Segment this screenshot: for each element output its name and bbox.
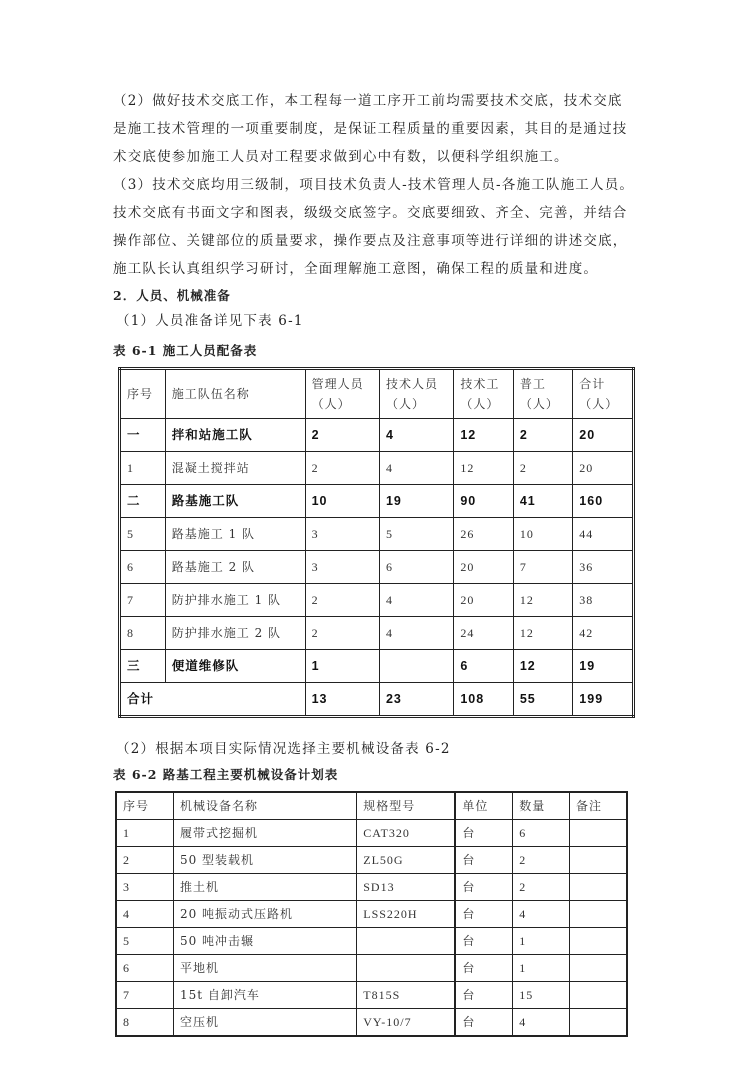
table-group-row	[120, 650, 634, 683]
paragraph-line: 技术交底有书面文字和图表，级级交底签字。交底要细致、齐全、完善，并结合	[113, 205, 628, 221]
team-name: 路基施工 2 队	[165, 551, 305, 584]
cell-value: 12	[513, 650, 572, 683]
unit: 台	[455, 847, 512, 874]
total-label: 合计	[120, 683, 306, 717]
model-number: T815S	[357, 982, 456, 1009]
header-label: 技术人员	[385, 377, 438, 391]
header-unit: （人）	[385, 397, 425, 411]
header-unit: （人）	[460, 397, 500, 411]
quantity: 4	[513, 901, 570, 928]
cell-value: 10	[513, 518, 572, 551]
table-row	[120, 551, 634, 584]
header-cell: 序号	[120, 369, 166, 419]
quantity: 2	[513, 874, 570, 901]
header-cell: 单位	[455, 792, 512, 820]
cell-value: 20	[454, 551, 513, 584]
header-cell: 规格型号	[357, 792, 456, 820]
cell-value: 160	[573, 485, 634, 518]
quantity: 1	[513, 955, 570, 982]
row-index: 6	[116, 955, 173, 982]
row-index: 2	[116, 847, 173, 874]
row-index: 8	[120, 617, 166, 650]
remarks	[570, 955, 627, 982]
cell-value: 20	[573, 419, 634, 452]
equipment-name: 20 吨振动式压路机	[173, 901, 356, 928]
team-name: 便道维修队	[165, 650, 305, 683]
row-index: 二	[120, 485, 166, 518]
header-cell	[379, 369, 453, 419]
row-index: 7	[116, 982, 173, 1009]
table-row	[116, 955, 627, 982]
quantity: 4	[513, 1009, 570, 1037]
header-cell	[454, 369, 513, 419]
remarks	[570, 901, 627, 928]
header-unit: （人）	[311, 397, 351, 411]
section-heading: 2．人员、机械准备	[113, 288, 231, 303]
table1-caption: 表 6-1 施工人员配备表	[113, 343, 258, 358]
personnel-table	[118, 367, 635, 718]
table-row	[120, 617, 634, 650]
unit: 台	[455, 820, 512, 847]
cell-value: 44	[573, 518, 634, 551]
table2-caption: 表 6-2 路基工程主要机械设备计划表	[113, 767, 339, 782]
model-number: LSS220H	[357, 901, 456, 928]
unit: 台	[455, 901, 512, 928]
table-row	[120, 518, 634, 551]
table-group-row	[120, 419, 634, 452]
cell-value: 36	[573, 551, 634, 584]
cell-value: 24	[454, 617, 513, 650]
intro-text-2: （2）根据本项目实际情况选择主要机械设备表 6-2	[116, 741, 451, 757]
header-cell	[573, 369, 634, 419]
remarks	[570, 847, 627, 874]
equipment-name: 15t 自卸汽车	[173, 982, 356, 1009]
paragraph-line: 术交底使参加施工人员对工程要求做到心中有数，以便科学组织施工。	[113, 149, 569, 165]
table-row	[120, 584, 634, 617]
row-index: 1	[120, 452, 166, 485]
unit: 台	[455, 955, 512, 982]
header-label: 合计	[579, 377, 606, 391]
cell-value: 6	[379, 551, 453, 584]
total-cell: 199	[573, 683, 634, 717]
cell-value: 12	[454, 452, 513, 485]
row-index: 7	[120, 584, 166, 617]
paragraph-technical-briefing	[113, 87, 653, 171]
cell-value	[379, 650, 453, 683]
cell-value: 41	[513, 485, 572, 518]
table-header-row	[120, 369, 634, 419]
cell-value: 2	[305, 452, 379, 485]
team-name: 混凝土搅拌站	[165, 452, 305, 485]
table-row	[116, 820, 627, 847]
cell-value: 12	[454, 419, 513, 452]
equipment-name: 平地机	[173, 955, 356, 982]
row-index: 5	[120, 518, 166, 551]
cell-value: 3	[305, 551, 379, 584]
table-row	[116, 928, 627, 955]
table-group-row	[120, 485, 634, 518]
paragraph-line: 操作部位、关键部位的质量要求，操作要点及注意事项等进行详细的讲述交底，	[113, 233, 628, 249]
row-index: 3	[116, 874, 173, 901]
cell-value: 2	[513, 452, 572, 485]
header-unit: （人）	[579, 397, 619, 411]
cell-value: 20	[573, 452, 634, 485]
row-index: 8	[116, 1009, 173, 1037]
model-number: CAT320	[357, 820, 456, 847]
model-number	[357, 928, 456, 955]
total-cell: 55	[513, 683, 572, 717]
unit: 台	[455, 982, 512, 1009]
table-row	[116, 874, 627, 901]
header-cell: 序号	[116, 792, 173, 820]
cell-value: 3	[305, 518, 379, 551]
header-cell: 施工队伍名称	[165, 369, 305, 419]
cell-value: 20	[454, 584, 513, 617]
quantity: 2	[513, 847, 570, 874]
header-cell	[513, 369, 572, 419]
header-unit: （人）	[519, 397, 559, 411]
quantity: 6	[513, 820, 570, 847]
remarks	[570, 928, 627, 955]
remarks	[570, 982, 627, 1009]
paragraph-three-level-briefing	[113, 171, 653, 283]
model-number: ZL50G	[357, 847, 456, 874]
header-cell: 备注	[570, 792, 627, 820]
equipment-name: 履带式挖掘机	[173, 820, 356, 847]
header-label: 普工	[519, 377, 546, 391]
total-cell: 13	[305, 683, 379, 717]
cell-value: 19	[379, 485, 453, 518]
cell-value: 90	[454, 485, 513, 518]
remarks	[570, 820, 627, 847]
total-cell: 108	[454, 683, 513, 717]
equipment-name: 50 吨冲击辗	[173, 928, 356, 955]
paragraph-line: （3）技术交底均用三级制，项目技术负责人-技术管理人员-各施工队施工人员。	[113, 177, 635, 193]
cell-value: 2	[305, 419, 379, 452]
cell-value: 7	[513, 551, 572, 584]
table-row	[116, 982, 627, 1009]
cell-value: 4	[379, 617, 453, 650]
total-cell: 23	[379, 683, 453, 717]
unit: 台	[455, 1009, 512, 1037]
cell-value: 10	[305, 485, 379, 518]
row-index: 三	[120, 650, 166, 683]
team-name: 拌和站施工队	[165, 419, 305, 452]
table-total-row	[120, 683, 634, 717]
paragraph-line: （2）做好技术交底工作，本工程每一道工序开工前均需要技术交底，技术交底	[113, 93, 623, 109]
paragraph-line: 是施工技术管理的一项重要制度，是保证工程质量的重要因素，其目的是通过技	[113, 121, 628, 137]
cell-value: 2	[513, 419, 572, 452]
unit: 台	[455, 928, 512, 955]
model-number	[357, 955, 456, 982]
cell-value: 42	[573, 617, 634, 650]
row-index: 4	[116, 901, 173, 928]
cell-value: 12	[513, 617, 572, 650]
row-index: 6	[120, 551, 166, 584]
cell-value: 1	[305, 650, 379, 683]
equipment-name: 50 型装载机	[173, 847, 356, 874]
unit: 台	[455, 874, 512, 901]
cell-value: 38	[573, 584, 634, 617]
cell-value: 4	[379, 452, 453, 485]
cell-value: 12	[513, 584, 572, 617]
quantity: 15	[513, 982, 570, 1009]
header-cell	[305, 369, 379, 419]
cell-value: 6	[454, 650, 513, 683]
row-index: 1	[116, 820, 173, 847]
header-label: 技术工	[460, 377, 500, 391]
header-cell: 机械设备名称	[173, 792, 356, 820]
cell-value: 26	[454, 518, 513, 551]
paragraph-line: 施工队长认真组织学习研讨，全面理解施工意图，确保工程的质量和进度。	[113, 261, 599, 277]
table-header-row	[116, 792, 627, 820]
cell-value: 19	[573, 650, 634, 683]
table-row	[120, 452, 634, 485]
model-number: VY-10/7	[357, 1009, 456, 1037]
equipment-name: 空压机	[173, 1009, 356, 1037]
team-name: 防护排水施工 1 队	[165, 584, 305, 617]
cell-value: 2	[305, 617, 379, 650]
cell-value: 5	[379, 518, 453, 551]
machinery-table	[115, 791, 628, 1037]
team-name: 防护排水施工 2 队	[165, 617, 305, 650]
model-number: SD13	[357, 874, 456, 901]
equipment-name: 推土机	[173, 874, 356, 901]
team-name: 路基施工 1 队	[165, 518, 305, 551]
header-cell: 数量	[513, 792, 570, 820]
cell-value: 2	[305, 584, 379, 617]
table-row	[116, 901, 627, 928]
intro-text-1: （1）人员准备详见下表 6-1	[116, 313, 304, 329]
row-index: 5	[116, 928, 173, 955]
table-row	[116, 1009, 627, 1037]
remarks	[570, 874, 627, 901]
table-row	[116, 847, 627, 874]
cell-value: 4	[379, 584, 453, 617]
header-label: 管理人员	[311, 377, 364, 391]
remarks	[570, 1009, 627, 1037]
team-name: 路基施工队	[165, 485, 305, 518]
cell-value: 4	[379, 419, 453, 452]
row-index: 一	[120, 419, 166, 452]
quantity: 1	[513, 928, 570, 955]
